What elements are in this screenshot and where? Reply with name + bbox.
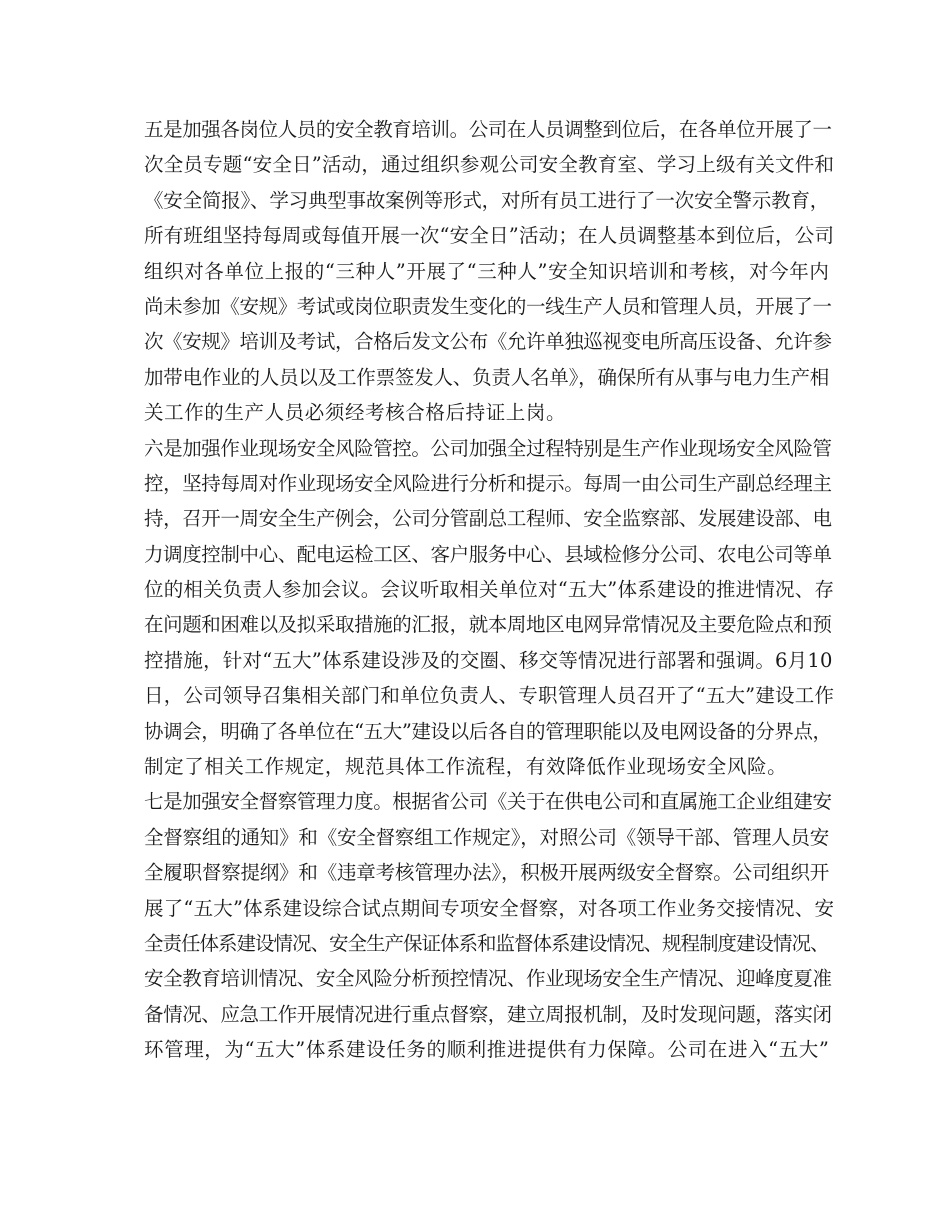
text-line: 全责任体系建设情况、安全生产保证体系和监督体系建设情况、规程制度建设情况、 — [144, 931, 829, 955]
paragraph-7-safety-inspection — [144, 784, 834, 1067]
text-line: 日，公司领导召集相关部门和单位负责人、专职管理人员召开了“五大”建设工作 — [144, 684, 835, 708]
text-line: 协调会，明确了各单位在“五大”建设以后各自的管理职能以及电网设备的分界点， — [144, 719, 832, 743]
text-line: 所有班组坚持每周或每值开展一次“安全日”活动；在人员调整基本到位后，公司 — [144, 224, 835, 248]
text-line: 关工作的生产人员必须经考核合格后持证上岗。 — [144, 401, 567, 425]
text-line: 在问题和困难以及拟采取措施的汇报，就本周地区电网异常情况及主要危险点和预 — [144, 613, 832, 637]
text-line: 控措施，针对“五大”体系建设涉及的交圈、移交等情况进行部署和强调。6月10 — [144, 648, 833, 672]
text-line: 展了“五大”体系建设综合试点期间专项安全督察，对各项工作业务交接情况、安 — [144, 896, 835, 920]
paragraph-5-safety-training — [144, 112, 834, 431]
text-line: 持，召开一周安全生产例会，公司分管副总工程师、安全监察部、发展建设部、电 — [144, 507, 832, 531]
text-line: 组织对各单位上报的“三种人”开展了“三种人”安全知识培训和考核，对今年内 — [144, 259, 830, 283]
text-line: 环管理，为“五大”体系建设任务的顺利推进提供有力保障。公司在进入“五大” — [144, 1038, 830, 1062]
text-line: 次全员专题“安全日”活动，通过组织参观公司安全教育室、学习上级有关文件和 — [144, 153, 835, 177]
text-line: 五是加强各岗位人员的安全教育培训。公司在人员调整到位后，在各单位开展了一 — [144, 118, 832, 141]
text-line: 七是加强安全督察管理力度。根据省公司《关于在供电公司和直属施工企业组建安 — [144, 790, 832, 814]
document-body — [144, 112, 834, 1068]
text-line: 力调度控制中心、配电运检工区、客户服务中心、县域检修分公司、农电公司等单 — [144, 542, 832, 566]
text-line: 控，坚持每周对作业现场安全风险进行分析和提示。每周一由公司生产副总经理主 — [144, 471, 832, 495]
text-line: 六是加强作业现场安全风险管控。公司加强全过程特别是生产作业现场安全风险管 — [144, 436, 832, 460]
text-line: 《安全简报》、学习典型事故案例等形式，对所有员工进行了一次安全警示教育， — [144, 188, 830, 212]
text-line: 次《安规》培训及考试，合格后发文公布《允许单独巡视变电所高压设备、允许参 — [144, 330, 832, 354]
paragraph-6-risk-control — [144, 431, 834, 785]
text-line: 加带电作业的人员以及工作票签发人、负责人名单》，确保所有从事与电力生产相 — [144, 365, 830, 389]
text-line: 全履职督察提纲》和《违章考核管理办法》，积极开展两级安全督察。公司组织开 — [144, 861, 830, 885]
text-line: 尚未参加《安规》考试或岗位职责发生变化的一线生产人员和管理人员，开展了一 — [144, 294, 832, 318]
text-line: 位的相关负责人参加会议。会议听取相关单位对“五大”体系建设的推进情况、存 — [144, 578, 835, 602]
text-line: 安全教育培训情况、安全风险分析预控情况、作业现场安全生产情况、迎峰度夏准 — [144, 967, 832, 991]
text-line: 制定了相关工作规定，规范具体工作流程，有效降低作业现场安全风险。 — [144, 755, 788, 779]
text-line: 全督察组的通知》和《安全督察组工作规定》，对照公司《领导干部、管理人员安 — [144, 825, 830, 849]
text-line: 备情况、应急工作开展情况进行重点督察，建立周报机制，及时发现问题，落实闭 — [144, 1002, 832, 1026]
